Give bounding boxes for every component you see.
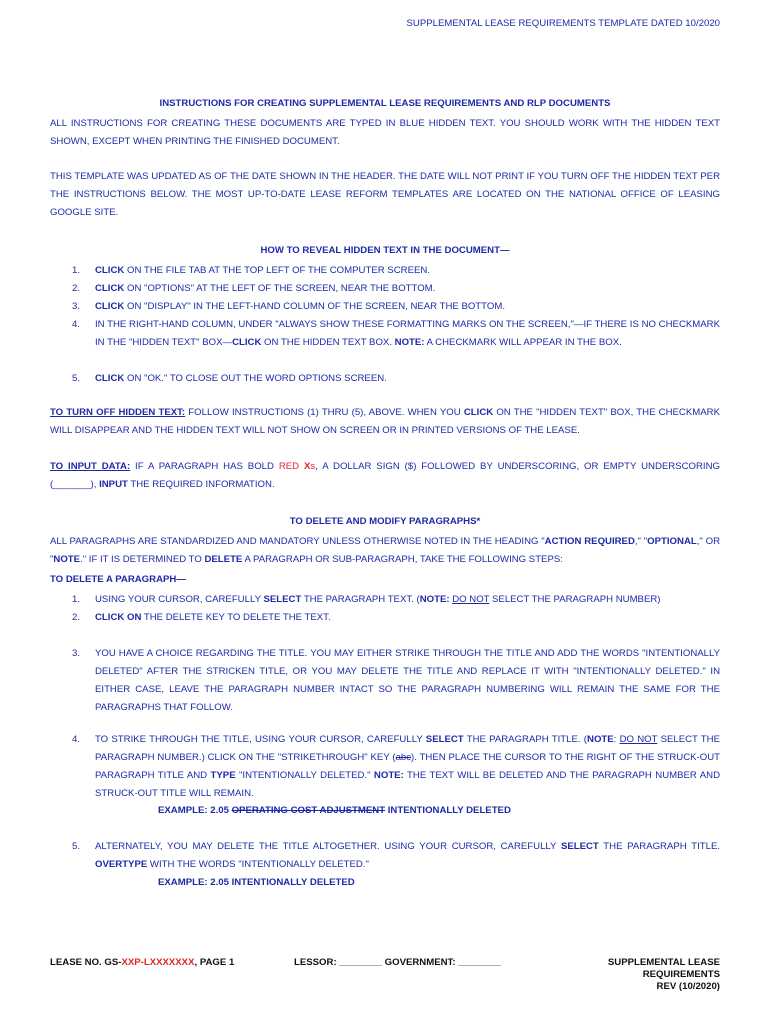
intro-paragraph-1: ALL INSTRUCTIONS FOR CREATING THESE DOCUMENTS ARE TYPED IN BLUE HIDDEN TEXT. YOU SHOULD WORK WITH THE HIDDEN TEXT SHOWN, EXCEPT WHEN PRINTING THE FINISHED DOCUMENT. (50, 118, 720, 147)
turn-off-text: FOLLOW INSTRUCTIONS (1) THRU (5), ABOVE. WHEN YOU (185, 407, 464, 418)
note-label: NOTE: (419, 594, 450, 605)
step-text: ALTERNATELY, YOU MAY DELETE THE TITLE ALTOGETHER. USING YOUR CURSOR, CAREFULLY (95, 841, 561, 852)
step-number: 4. (72, 734, 81, 745)
footer-title-line-1: SUPPLEMENTAL LEASE (607, 957, 720, 968)
turn-off-paragraph (50, 404, 720, 440)
step-text: THE PARAGRAPH TITLE. (598, 841, 721, 852)
do-not-keyword: DO NOT (619, 734, 658, 745)
type-keyword: TYPE (210, 770, 236, 781)
step-text: WITH THE WORDS "INTENTIONALLY DELETED." (147, 859, 369, 870)
click-keyword: CLICK (463, 407, 494, 418)
modify-text: A PARAGRAPH OR SUB-PARAGRAPH, TAKE THE FOLLOWING STEPS: (242, 554, 563, 565)
action-required-keyword: ACTION REQUIRED (544, 536, 635, 547)
footer-title-line-2: REQUIREMENTS (642, 969, 720, 980)
optional-keyword: OPTIONAL (647, 536, 697, 547)
step-text: ON THE HIDDEN TEXT BOX. (261, 337, 395, 348)
red-x: X (304, 461, 311, 472)
modify-paragraph (50, 533, 720, 569)
footer-rev-block (608, 957, 720, 993)
step-text: ON "DISPLAY" IN THE LEFT-HAND COLUMN OF THE SCREEN, NEAR THE BOTTOM. (124, 301, 505, 312)
red-s: s (310, 461, 316, 472)
step-text: A CHECKMARK WILL APPEAR IN THE BOX. (424, 337, 622, 348)
modify-text: ALL PARAGRAPHS ARE STANDARDIZED AND MANDATORY UNLESS OTHERWISE NOTED IN THE HEADING " (50, 536, 545, 547)
click-keyword: CLICK (95, 265, 125, 276)
step-number: 1. (72, 594, 81, 605)
do-not-keyword: DO NOT (452, 594, 490, 605)
step-number: 3. (72, 648, 81, 659)
step-number: 3. (72, 301, 81, 312)
input-data-text: IF A PARAGRAPH HAS BOLD (130, 461, 279, 472)
input-data-text: THE REQUIRED INFORMATION. (127, 479, 275, 490)
modify-heading: TO DELETE AND MODIFY PARAGRAPHS* (289, 516, 481, 527)
example-deleted: EXAMPLE: 2.05 INTENTIONALLY DELETED (158, 877, 355, 888)
step-text: THE TEXT WILL BE DELETED AND THE PARAGRAPH NUMBER AND STRUCK-OUT TITLE WILL REMAIN. (95, 770, 720, 799)
delete-paragraph-heading: TO DELETE A PARAGRAPH— (50, 574, 186, 585)
select-keyword: SELECT (560, 841, 599, 852)
example-suffix: INTENTIONALLY DELETED (385, 805, 511, 816)
step-number: 5. (72, 841, 81, 852)
click-keyword: CLICK (95, 301, 125, 312)
step-text: SELECT THE PARAGRAPH NUMBER) (489, 594, 661, 605)
modify-text: ," OR " (50, 536, 721, 565)
step-text: SELECT THE PARAGRAPH NUMBER.) CLICK ON THE "STRIKETHROUGH" KEY ( (95, 734, 720, 763)
note-label: NOTE (587, 734, 614, 745)
click-on-keyword: CLICK ON (95, 612, 142, 623)
step-text: ON "OK." TO CLOSE OUT THE WORD OPTIONS SCREEN. (124, 373, 387, 384)
modify-text: ." IF IT IS DETERMINED TO (80, 554, 205, 565)
lease-prefix: LEASE NO. GS- (50, 957, 122, 968)
footer-revision: REV (10/2020) (656, 981, 720, 992)
click-keyword: CLICK (95, 373, 125, 384)
step-text: TO STRIKE THROUGH THE TITLE, USING YOUR CURSOR, CAREFULLY (95, 734, 426, 745)
lease-page: , PAGE 1 (194, 957, 235, 968)
step-text: THE PARAGRAPH TEXT. ( (301, 594, 420, 605)
intro-paragraph-2: THIS TEMPLATE WAS UPDATED AS OF THE DATE SHOWN IN THE HEADER. THE DATE WILL NOT PRINT IF YOU TURN OFF THE HIDDEN TEXT PER THE INSTRUCTIONS BELOW. THE MOST UP-TO-DATE LEASE REFORM TEMPLATES ARE LOCATED ON THE NATIONAL OFFICE OF LEASING GOOGLE SITE. (50, 171, 720, 218)
example-label: EXAMPLE: 2.05 (158, 805, 232, 816)
click-keyword: CLICK (95, 283, 125, 294)
note-label: NOTE: (394, 337, 425, 348)
document-title: INSTRUCTIONS FOR CREATING SUPPLEMENTAL LEASE REQUIREMENTS AND RLP DOCUMENTS (159, 98, 611, 109)
step-text: YOU HAVE A CHOICE REGARDING THE TITLE. YOU MAY EITHER STRIKE THROUGH THE TITLE AND ADD THE WORDS "INTENTIONALLY DELETED" AFTER THE STRICKEN TITLE, OR YOU MAY DELETE THE TITLE AND REPLACE IT WITH "INTENTIONALLY DELETED." IN EITHER CASE, LEAVE THE PARAGRAPH NUMBER INTACT SO THE PARAGRAPH NUMBERING WILL REMAIN THE SAME FOR THE PARAGRAPHS THAT FOLLOW. (95, 648, 720, 713)
reveal-heading: HOW TO REVEAL HIDDEN TEXT IN THE DOCUMENT— (260, 245, 510, 256)
struck-title: OPERATING COST ADJUSTMENT (231, 805, 386, 816)
footer-lease-number (50, 957, 234, 969)
step-text: USING YOUR CURSOR, CAREFULLY (95, 594, 264, 605)
step-number: 2. (72, 612, 81, 623)
step-text: THE DELETE KEY TO DELETE THE TEXT. (141, 612, 331, 623)
note-keyword: NOTE (53, 554, 81, 565)
example-strikethrough (158, 802, 511, 820)
step-number: 4. (72, 319, 81, 330)
select-keyword: SELECT (425, 734, 464, 745)
overtype-keyword: OVERTYPE (95, 859, 148, 870)
input-data-paragraph (50, 458, 720, 494)
turn-off-text: ON THE "HIDDEN TEXT" BOX, THE CHECKMARK WILL DISAPPEAR AND THE HIDDEN TEXT WILL NOT SHOW ON SCREEN OR IN PRINTED VERSIONS OF THE LEASE. (50, 407, 720, 436)
footer-signatures: LESSOR: ________ GOVERNMENT: ________ (294, 957, 501, 968)
step-text: : (613, 734, 620, 745)
modify-text: ," " (634, 536, 648, 547)
step-text: IN THE RIGHT-HAND COLUMN, UNDER "ALWAYS SHOW THESE FORMATTING MARKS ON THE SCREEN,"—IF THERE IS NO CHECKMARK IN THE "HIDDEN TEXT" BOX— (95, 319, 720, 348)
step-text: ). THEN PLACE THE CURSOR TO THE RIGHT OF THE STRUCK-OUT PARAGRAPH TITLE AND (95, 752, 720, 781)
step-text: THE PARAGRAPH TITLE. ( (463, 734, 588, 745)
delete-keyword: DELETE (204, 554, 243, 565)
strikethrough-key-icon: abc (395, 752, 412, 763)
step-text: "INTENTIONALLY DELETED." (235, 770, 374, 781)
select-keyword: SELECT (263, 594, 302, 605)
step-text: ON THE FILE TAB AT THE TOP LEFT OF THE COMPUTER SCREEN. (124, 265, 430, 276)
input-data-label: TO INPUT DATA: (50, 461, 131, 472)
step-text: ON "OPTIONS" AT THE LEFT OF THE SCREEN, NEAR THE BOTTOM. (124, 283, 436, 294)
page-header: SUPPLEMENTAL LEASE REQUIREMENTS TEMPLATE DATED 10/2020 (406, 18, 720, 29)
lease-placeholder: XXP-LXXXXXXX (121, 957, 195, 968)
step-number: 2. (72, 283, 81, 294)
step-number: 1. (72, 265, 81, 276)
turn-off-label: TO TURN OFF HIDDEN TEXT: (50, 407, 186, 418)
red-word: RED (278, 461, 304, 472)
input-keyword: INPUT (99, 479, 128, 490)
click-keyword: CLICK (232, 337, 262, 348)
input-data-text: , A DOLLAR SIGN ($) FOLLOWED BY UNDERSCORING, OR EMPTY UNDERSCORING (_______), (50, 461, 720, 490)
note-label: NOTE: (373, 770, 404, 781)
step-number: 5. (72, 373, 81, 384)
